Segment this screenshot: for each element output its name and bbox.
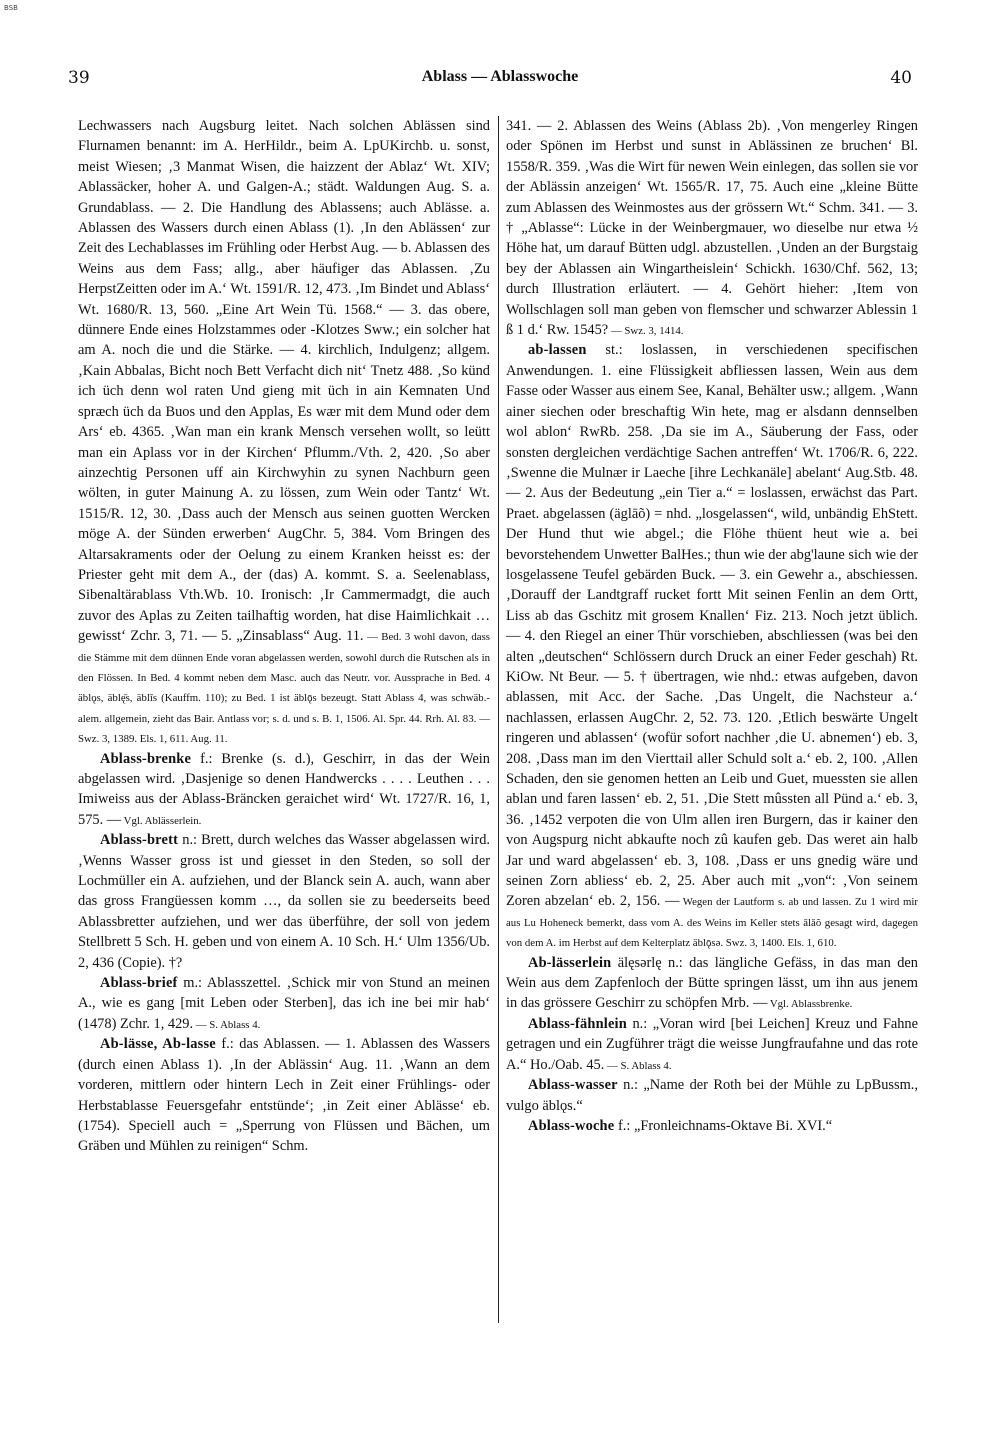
entry-ab-laesserlein: Ab-lässerlein älęsərlę n.: das längliche Gefäss, in das man den Wein aus dem Zapfenloch der Bütte springen lässt, um ihn aus jenem in das grössere Geschirr zu schöpfen Mrb. — Vgl. Ablassbrenke. — [506, 954, 918, 1012]
headword: Ablass-brief — [100, 975, 178, 992]
running-title: Ablass — Ablasswoche — [421, 68, 579, 85]
headword: ab-lassen — [528, 342, 587, 359]
right-column — [506, 116, 918, 1136]
entry-ablass-brenke: Ablass-brenke f.: Brenke (s. d.), Geschirr, in das der Wein abgelassen wird. ‚Dasjenige so denen Handwercks . . . . Leuthen . . . Imiweiss aus der Ablass-Bräncken geraichet wird‘ Wt. 1727/R. 16, 1, 575. — Vgl. Ablässerlein. — [78, 750, 490, 828]
entry-ablass-brett: Ablass-brett n.: Brett, durch welches das Wasser abgelassen wird. ‚Wenns Wasser gross ist und giesset in den Steden, so soll der Lochmüller ein A. aufziehen, und der Blanck sein A. auch, wann aber das gross Frangüessen komm …, da sollen sie zu beederseits beed Ablassbretter aufziehen, und wer das überführe, der soll von jedem Stellbrett 5 Sch. H. geben und von einem A. 10 Sch. H.‘ Ulm 1356/Ub. 2, 436 (Copie). †? — [78, 832, 490, 971]
headword: Ablass-brenke — [100, 750, 192, 767]
entry-ab-lassen: ab-lassen st.: loslassen, in verschiedenen specifischen Anwendungen. 1. eine Flüssigkeit abfliessen lassen, Wein aus dem Fasse oder Wasser aus einem See, Kanal, Behälter usw.; allgem. ‚Wann ainer siechen oder breschaftig Win hete, mag er alsdann dennselben wol ablon‘ RwRb. 258. ‚Da sie im A., Säuberung der Fass, oder sonsten dergleichen verdächtige Sachen antreffen‘ Wt. 1706/R. 6, 222. ‚Swenne die Mulnær ir Laeche [ihre Lechkanäle] abelant‘ Aug.Stb. 48. — 2. Aus der Bedeutung „ein Tier a.“ = loslassen, erwächst das Part. Praet. abgelassen (äglāõ) = nhd. „losgelassen“, wild, unbändig EhStett. Der Hund thut wie abgel.; die Flöhe thüent heut wie a. bei bevorstehendem Unwetter BalHes.; thun wie der abg'laune sich wie der losgelassene Teufel gebärden Buck. — 3. ein Gewehr a., abschiessen. ‚Dorauff der Landtgraff rucket fortt Mit seinen Fenlin an dem Ortt, Liss ab das Gschitz mit grosem Knallen‘ Fiz. 213. Noch jetzt üblich. — 4. den Riegel an einer Thür vorschieben, abschliessen (was bei den alten „deutschen“ Schlössern durch Druck an einer Feder geschah) Rt. KiOw. Nt Beur. — 5. † übertragen, wie nhd.: etwas aufgeben, davon ablassen, mit Acc. der Sache. ‚Das Ungelt, die Nachsteur a.‘ nachlassen, erlassen AugChr. 2, 52. 73. 120. ‚Etlich beswärte Ungelt ringeren und ablassen‘ (wofür sofort nachher ‚die U. abnemen‘) eb. 3, 208. ‚Dass man im den Vierttail aller Schuld solt a.‘ eb. 2, 100. ‚Allen Schaden, den sie genomen hetten an Leib und Guet, muessten sie allen ablan und faren lassen‘ eb. 2, 51. ‚Die Stett mûssten all Pünd a.‘ eb. 3, 36. ‚1452 verpoten die von Ulm allen iren Burgern, das ir kainer den von Augspurg nicht abkaufte noch zû kaufen geb. Das weret ain halb Jar und ward abgelassen‘ eb. 3, 108. ‚Dass er uns gnedig wäre und seinen Zorn abliess‘ eb. 2, 25. Aber auch mit „von“: ‚Von seinem Zoren abzelan‘ eb. 2, 156. — Wegen der Lautform s. ab und lassen. Zu 1 wird mir aus Lu Hoheneck bemerkt, dass vom A. des Weins im Keller stets ālāõ gesagt wird, dagegen von dem A. im Herbst auf dem Kelterplatz äblǭsə. Swz. 3, 1400. Els. 1, 610. — [506, 342, 918, 950]
headword: Ablass-wasser — [528, 1077, 618, 1094]
entry-ablass-brief: Ablass-brief m.: Ablasszettel. ‚Schick mir von Stund an meinen A., wie es gang [mit Leben oder Sterben], das ich ine bei mir hab‘ (1478) Zchr. 1, 429. — S. Ablass 4. — [78, 975, 490, 1032]
headword: Ablass-fähnlein — [528, 1015, 627, 1032]
entry-ablass-continued: Lechwassers nach Augsburg leitet. Nach solchen Ablässen sind Flurnamen benannt: im A. HerHildr., beim A. LpUKirchb. u. sonst, meist Wiesen; ‚3 Manmat Wisen, die haizzent der Ablaz‘ Wt. XIV; Ablassäcker, hoher A. und Galgen-A.; städt. Waldungen Aug. S. a. Grundablass. — 2. Die Handlung des Ablassens; auch Ablässe. a. Ablassen des Wassers durch einen Ablass (1). ‚In den Ablässen‘ zur Zeit des Lechablasses im Frühling oder Herbst Aug. — b. Ablassen des Weins aus dem Fass; allg., aber häufiger das Ablassen. ‚Zu HerpstZeitten oder im A.‘ Wt. 1591/R. 12, 473. ‚Im Bindet und Ablass‘ Wt. 1680/R. 13, 560. „Eine Art Wein Tü. 1568.“ — 3. das obere, dünnere Ende eines Holzstammes oder -Klotzes Sww.; ein solcher hat am A. noch die und die Stärke. — 4. kirchlich, Indulgenz; allgem. ‚Kain Abbalas, Bicht noch Bett Verfacht dich nit‘ Tnetz 488. ‚So künd ich üch denn wol raten Und gieng mit üch in ain Kemnaten Und spræch üch da Buos und den Applas, Es wær mit dem Mund oder dem Ars‘ eb. 4365. ‚Wan man ein krank Mensch versehen wollt, so leütt man ein Aplass vor in der Kirchen‘ Pflumm./Vth. 2, 420. ‚So aber ainzechtig Personen uff ain Kirchwyhin zu synen Nachburn geen wölten, in guter Mainung A. zu lössen, zum Wein oder Tantz‘ Wt. 1515/R. 12, 30. ‚Dass auch der Mensch aus seinen guotten Wercken möge A. der Sünden erwerben‘ AugChr. 5, 384. Vom Bringen des Altarsakraments oder der Oelung zu einem Kranken heisst es: der Priester geht mit dem A., der (das) A. kommt. S. a. Seelenablass, Sibenaltärablass Vth.Wb. 10. Ironisch: ‚Ir Cammermadgt, die auch zuvor des Aplas zu Zeiten tailhaftig worden, hat dise Haimlichkait … gewisst‘ Zchr. 3, 71. — 5. „Zinsablass“ Aug. 11. — Bed. 3 wohl davon, dass die Stämme mit dem dünnen Ende voran abgelassen werden, sowohl durch die Rutschen als in den Flössen. In Bed. 4 kommt neben dem Masc. auch das Neutr. vor. Aussprache in Bed. 4 äblǫs, äblę̄s, äblīs (Kauffm. 110); zu Bed. 1 ist äblǭs bezeugt. Statt Ablass 4, was schwäb.-alem. allgemein, zieht das Bair. Antlass vor; s. d. und s. B. 1, 1506. Al. Spr. 44. Rrh. Al. 83. — Swz. 3, 1389. Els. 1, 611. Aug. 11. — [78, 118, 490, 746]
entry-ablass-woche: Ablass-woche f.: „Fronleichnams-Oktave Bi. XVI.“ — [528, 1117, 833, 1134]
page-number-left: 39 — [68, 68, 90, 88]
library-stamp: BSB — [4, 4, 18, 12]
column-divider — [498, 116, 499, 1323]
entry-ablass-wasser: Ablass-wasser n.: „Name der Roth bei der Mühle zu LpBussm., vulgo äblǫs.“ — [506, 1077, 918, 1114]
entry-ablass-faehnlein: Ablass-fähnlein n.: „Voran wird [bei Leichen] Kreuz und Fahne getragen und ein Zugführer trägt die weisse Jungfraufahne und das rote A.“ Ho./Oab. 45. — S. Ablass 4. — [506, 1015, 918, 1073]
headword: Ab-lässe, Ab-lasse — [100, 1036, 216, 1053]
headword: Ab-lässerlein — [528, 954, 612, 971]
left-column — [78, 116, 490, 1157]
entry-ab-laesse-continued: 341. — 2. Ablassen des Weins (Ablass 2b). ‚Von mengerley Ringen oder Spönen im Herbst und sunst in Ablässinen ze bruchen‘ Bl. 1558/R. 359. ‚Was die Wirt für newen Wein einlegen, das sollen sie vor der Ablässin anzeigen‘ Wt. 1565/R. 17, 75. Auch eine „kleine Bütte zum Ablassen des Weinmostes aus der grössern Wt.“ Schm. 341. — 3. † „Ablasse“: Lücke in der Weinbergmauer, wo dieselbe nur etwa ½ Höhe hat, um darauf Bütten udgl. abzustellen. ‚Unden an der Burgstaig bey der Ablassen ain Wingartheislein‘ Schickh. 1630/Chf. 562, 13; durch Illustration erläutert. — 4. Gehört hieher: ‚Item von Wollschlagen soll man geben von flemscher und schwarzer Ablessin 1 ß 1 d.‘ Rw. 1545? — Swz. 3, 1414. — [506, 118, 918, 339]
entry-ab-laesse: Ab-lässe, Ab-lasse f.: das Ablassen. — 1. Ablassen des Wassers (durch einen Ablass 1). ‚In der Ablässin‘ Aug. 11. ‚Wann an dem vorderen, mittlern oder hintern Lech in Zeit einer Frühlings- oder Herbstablasse Feuersgefahr entstünde‘; ‚in Zeit einer Ablässe‘ eb. (1754). Speciell auch = „Sperrung von Flüssen und Bächen, um Gräben und Mühlen zu reinigen“ Schm. — [78, 1036, 490, 1155]
headword: Ablass-woche — [528, 1117, 615, 1134]
page-number-right: 40 — [890, 68, 912, 88]
headword: Ablass-brett — [100, 832, 179, 849]
